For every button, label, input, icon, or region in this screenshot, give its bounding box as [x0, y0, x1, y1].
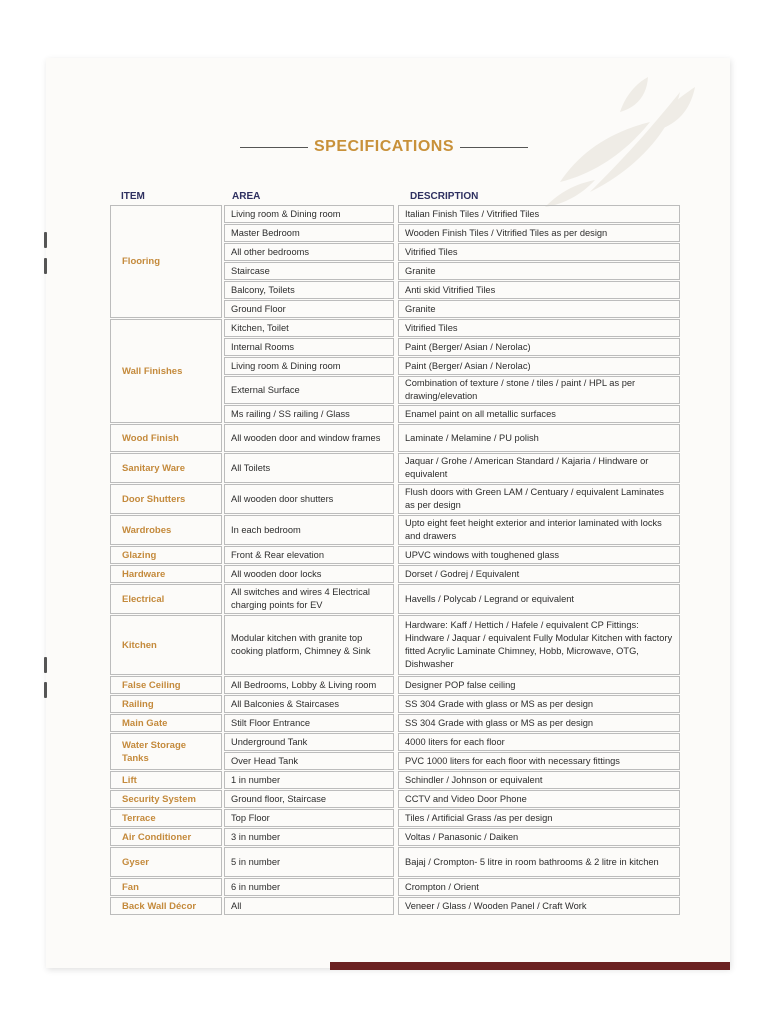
description-cell: Italian Finish Tiles / Vitrified Tiles [398, 205, 680, 223]
item-cell: Main Gate [110, 714, 222, 732]
area-cell: Modular kitchen with granite top cooking platform, Chimney & Sink [224, 615, 394, 675]
description-cell: Granite [398, 300, 680, 318]
item-cell: Gyser [110, 847, 222, 877]
area-cell: External Surface [224, 376, 394, 404]
description-cell: Combination of texture / stone / tiles / paint / HPL as per drawing/elevation [398, 376, 680, 404]
area-cell: All switches and wires 4 Electrical charging points for EV [224, 584, 394, 614]
description-cell: Voltas / Panasonic / Daiken [398, 828, 680, 846]
area-cell: 6 in number [224, 878, 394, 896]
item-cell: Hardware [110, 565, 222, 583]
area-cell: Kitchen, Toilet [224, 319, 394, 337]
description-cell: PVC 1000 liters for each floor with necessary fittings [398, 752, 680, 770]
description-cell: Designer POP false ceiling [398, 676, 680, 694]
page-title [0, 138, 768, 156]
item-cell: Air Conditioner [110, 828, 222, 846]
description-cell: Veneer / Glass / Wooden Panel / Craft Work [398, 897, 680, 915]
title-text: SPECIFICATIONS [313, 138, 455, 155]
header-item: ITEM [121, 191, 145, 202]
area-cell: All [224, 897, 394, 915]
area-cell: Top Floor [224, 809, 394, 827]
area-cell: Ground floor, Staircase [224, 790, 394, 808]
area-cell: All wooden door and window frames [224, 424, 394, 452]
area-cell: Internal Rooms [224, 338, 394, 356]
header-description: DESCRIPTION [410, 191, 479, 202]
item-cell: Security System [110, 790, 222, 808]
title-rule-right [460, 147, 528, 148]
area-cell: Staircase [224, 262, 394, 280]
item-cell: Flooring [110, 205, 222, 318]
description-cell: Jaquar / Grohe / American Standard / Kajaria / Hindware or equivalent [398, 453, 680, 483]
area-cell: Front & Rear elevation [224, 546, 394, 564]
area-cell: Over Head Tank [224, 752, 394, 770]
description-cell: Tiles / Artificial Grass /as per design [398, 809, 680, 827]
area-cell: Stilt Floor Entrance [224, 714, 394, 732]
binder-mark [44, 682, 47, 698]
area-cell: 5 in number [224, 847, 394, 877]
description-cell: Laminate / Melamine / PU polish [398, 424, 680, 452]
area-cell: Underground Tank [224, 733, 394, 751]
description-cell: Wooden Finish Tiles / Vitrified Tiles as per design [398, 224, 680, 242]
item-cell: Railing [110, 695, 222, 713]
item-cell: Wood Finish [110, 424, 222, 452]
item-cell: Lift [110, 771, 222, 789]
item-cell: Fan [110, 878, 222, 896]
description-cell: Paint (Berger/ Asian / Nerolac) [398, 357, 680, 375]
description-cell: Hardware: Kaff / Hettich / Hafele / equivalent CP Fittings: Hindware / Jaquar / equivalent Fully Modular Kitchen with factory fitted Acrylic Laminate Chimney, Hobb, Microwave, OTG, Dishwasher [398, 615, 680, 675]
item-cell: Kitchen [110, 615, 222, 675]
binder-mark [44, 232, 47, 248]
page-edge [330, 962, 730, 970]
item-cell: Door Shutters [110, 484, 222, 514]
area-cell: 3 in number [224, 828, 394, 846]
area-cell: Living room & Dining room [224, 357, 394, 375]
description-cell: Bajaj / Crompton- 5 litre in room bathrooms & 2 litre in kitchen [398, 847, 680, 877]
title-rule-left [240, 147, 308, 148]
area-cell: Master Bedroom [224, 224, 394, 242]
description-cell: UPVC windows with toughened glass [398, 546, 680, 564]
description-cell: Flush doors with Green LAM / Centuary / equivalent Laminates as per design [398, 484, 680, 514]
description-cell: Anti skid Vitrified Tiles [398, 281, 680, 299]
area-cell: Ground Floor [224, 300, 394, 318]
description-cell: Vitrified Tiles [398, 319, 680, 337]
description-cell: Dorset / Godrej / Equivalent [398, 565, 680, 583]
area-cell: 1 in number [224, 771, 394, 789]
item-cell: Electrical [110, 584, 222, 614]
area-cell: Balcony, Toilets [224, 281, 394, 299]
area-cell: All wooden door shutters [224, 484, 394, 514]
description-cell: Schindler / Johnson or equivalent [398, 771, 680, 789]
description-cell: Paint (Berger/ Asian / Nerolac) [398, 338, 680, 356]
item-cell: Glazing [110, 546, 222, 564]
area-cell: All wooden door locks [224, 565, 394, 583]
item-cell: Terrace [110, 809, 222, 827]
area-cell: In each bedroom [224, 515, 394, 545]
description-cell: 4000 liters for each floor [398, 733, 680, 751]
description-cell: Granite [398, 262, 680, 280]
item-cell: Sanitary Ware [110, 453, 222, 483]
binder-mark [44, 258, 47, 274]
area-cell: All Bedrooms, Lobby & Living room [224, 676, 394, 694]
description-cell: CCTV and Video Door Phone [398, 790, 680, 808]
area-cell: All Balconies & Staircases [224, 695, 394, 713]
description-cell: Enamel paint on all metallic surfaces [398, 405, 680, 423]
area-cell: All other bedrooms [224, 243, 394, 261]
description-cell: Havells / Polycab / Legrand or equivalent [398, 584, 680, 614]
item-cell: Water Storage Tanks [110, 733, 222, 770]
header-area: AREA [232, 191, 261, 202]
item-cell: Back Wall Décor [110, 897, 222, 915]
description-cell: SS 304 Grade with glass or MS as per design [398, 695, 680, 713]
area-cell: Ms railing / SS railing / Glass [224, 405, 394, 423]
binder-mark [44, 657, 47, 673]
item-cell: Wardrobes [110, 515, 222, 545]
description-cell: Upto eight feet height exterior and interior laminated with locks and drawers [398, 515, 680, 545]
item-cell: False Ceiling [110, 676, 222, 694]
description-cell: Crompton / Orient [398, 878, 680, 896]
item-cell: Wall Finishes [110, 319, 222, 423]
area-cell: All Toilets [224, 453, 394, 483]
description-cell: Vitrified Tiles [398, 243, 680, 261]
description-cell: SS 304 Grade with glass or MS as per design [398, 714, 680, 732]
area-cell: Living room & Dining room [224, 205, 394, 223]
